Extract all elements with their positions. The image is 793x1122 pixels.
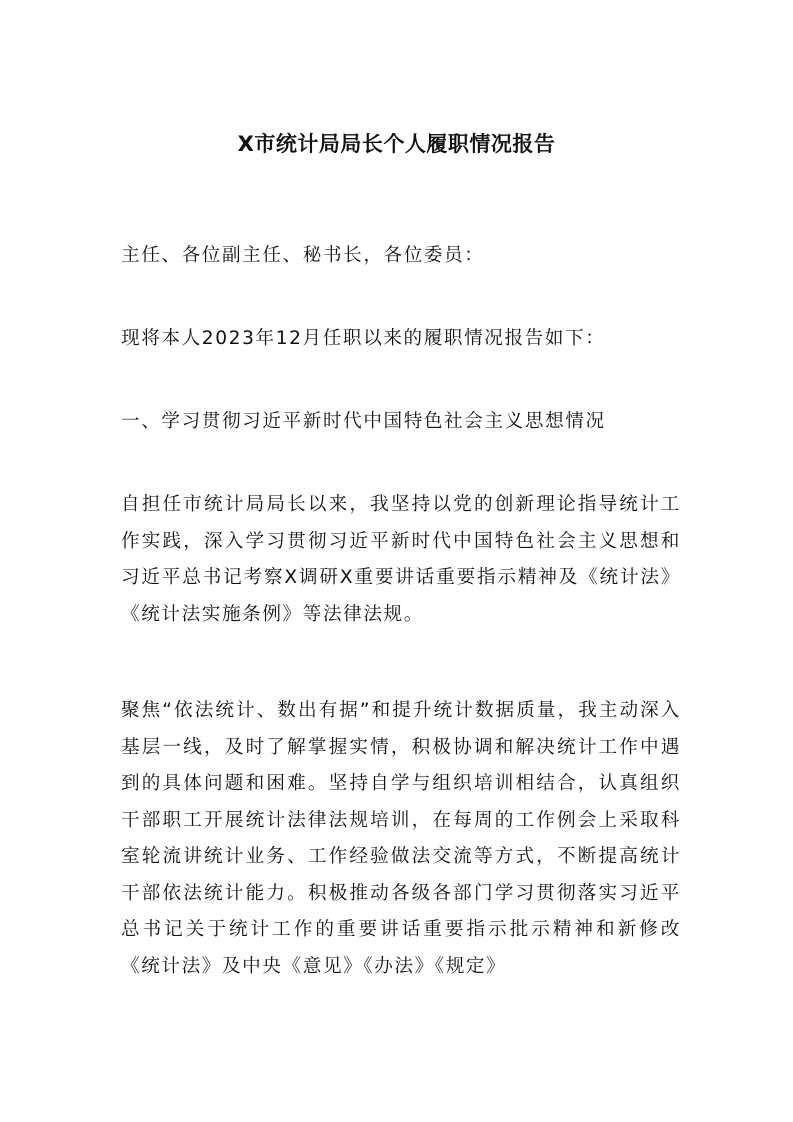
intro-paragraph: 现将本人2023年12月任职以来的履职情况报告如下： — [121, 328, 606, 349]
section-heading: 一、学习贯彻习近平新时代中国特色社会主义思想情况 — [121, 411, 606, 432]
body-paragraph: 聚焦“依法统计、数出有据”和提升统计数据质量，我主动深入基层一线，及时了解掌握实情，积极协调和解决统计工作中遇到的具体问题和困难。坚持自学与组织培训相结合，认真组织干部职工开展统计法律法规培训，在每周的工作例会上采取科室轮流讲统计业务、工作经验做法交流等方式，不断提高统计干部依法统计能力。积极推动各级各部门学习贯彻落实习近平总书记关于统计工作的重要讲话重要指示批示精神和新修改《统计法》及中央《意见》《办法》《规定》 — [121, 700, 681, 977]
body-paragraph: 自担任市统计局局长以来，我坚持以党的创新理论指导统计工作实践，深入学习贯彻习近平新时代中国特色社会主义思想和习近平总书记考察X调研X重要讲话重要指示精神及《统计法》《统计法实施条例》等法律法规。 — [121, 494, 681, 625]
salutation: 主任、各位副主任、秘书长，各位委员： — [121, 245, 485, 266]
document-title: X市统计局局长个人履职情况报告 — [237, 132, 556, 156]
